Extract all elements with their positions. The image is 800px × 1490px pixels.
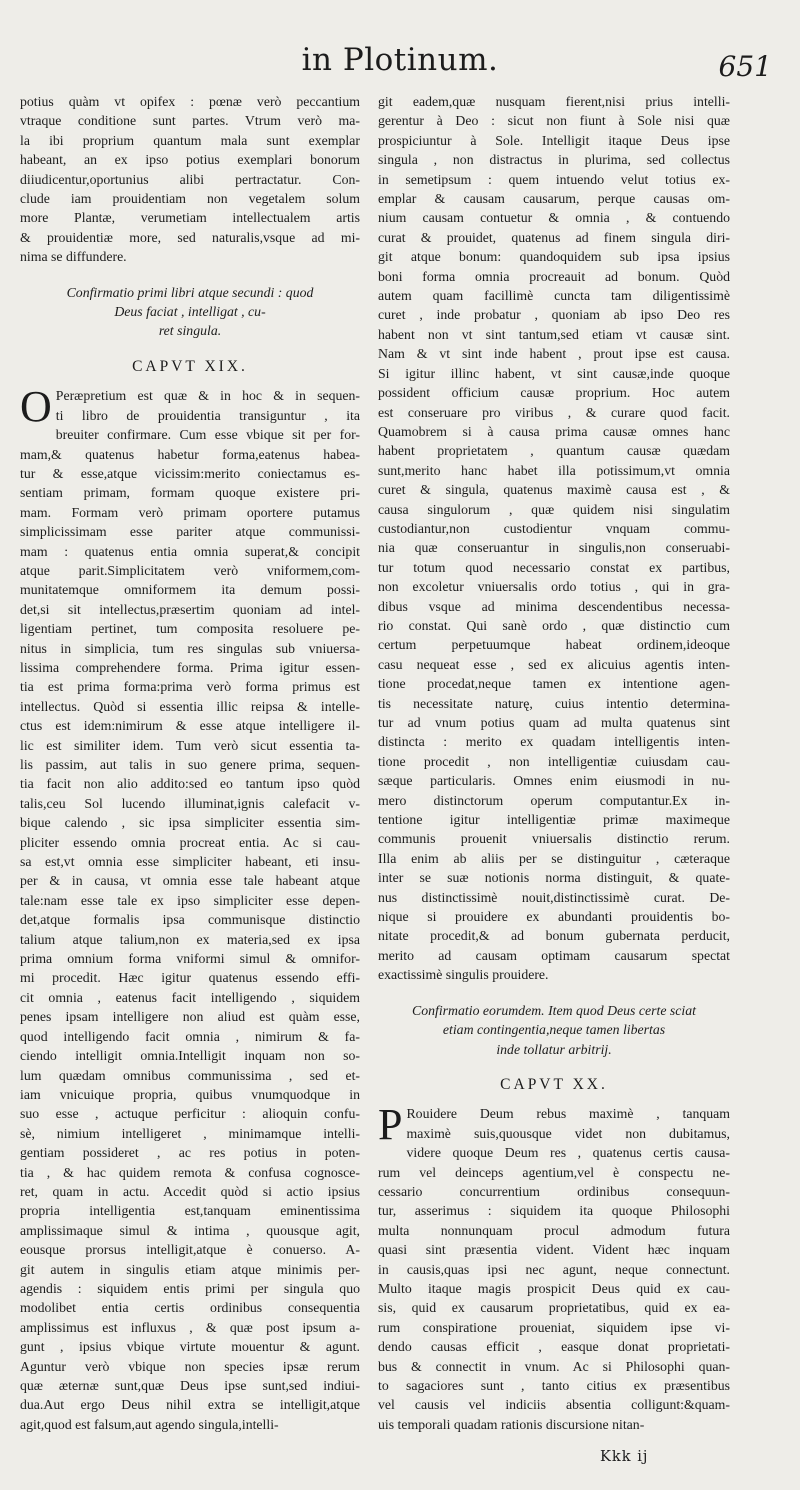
text-line: inter se suæ notionis norma distinguit, & quate-: [378, 870, 730, 886]
text-line: amplissimus est influxus , & quæ post ipsum a-: [20, 1319, 360, 1335]
text-line: Quamobrem si à causa prima causæ omnes hanc: [378, 423, 730, 439]
text-line: Si igitur illinc habent, vt sint causæ,inde quoque: [378, 365, 730, 381]
text-line: dua.Aut ergo Deus nihil extra se intelligit,atque: [20, 1397, 360, 1413]
text-line: tione procedat,neque tamen ex intentione agen-: [378, 676, 730, 692]
text-line: git eadem,quæ nusquam fierent,nisi prius intelli-: [378, 94, 730, 109]
chapter-title: CAPVT XX.: [500, 1075, 608, 1093]
text-line: Peræpretium est quæ & in hoc & in sequen-: [55, 388, 360, 404]
running-title: in Plotinum.: [301, 42, 499, 78]
text-line: agendis : siquidem entis primi per singula quo: [20, 1280, 360, 1296]
text-line: tale:nam esse tale ex ipso simpliciter esse depen-: [20, 892, 360, 908]
text-line: curet & singula, quatenus maximè causa est , &: [378, 482, 730, 498]
text-line: ligentiam pertinet, tum composita resoluere pe-: [20, 621, 360, 637]
text-line: propria intelligentia est,tanquam eminentissima: [20, 1203, 360, 1219]
text-line: nique si prouidere ex abundanti prouidentis bo-: [378, 909, 730, 925]
right-column: [378, 92, 730, 1434]
text-line: tia facit non alio addito:sed eo tantum ipso quòd: [20, 776, 360, 792]
text-line: rum vel deinceps agentium,vel è conspectu ne-: [378, 1164, 730, 1180]
text-line: prospiciuntur à Sole. Intelligit itaque Deus ipse: [378, 132, 730, 148]
text-line: Aguntur verò vbique non species ipsæ rerum: [20, 1358, 360, 1374]
text-line: gentiam possideret , ac res potius in poten-: [20, 1145, 360, 1161]
text-line: quasi sint præsentia vident. Vident hæc inquam: [378, 1242, 730, 1258]
text-line: nus distinctissimè nouit,distinctissimè curat. De-: [378, 889, 730, 905]
text-line: tur, asserimus : siquidem ita quoque Philosophi: [378, 1203, 730, 1219]
text-line: breuiter confirmare. Cum esse vbique sit per for-: [55, 427, 360, 443]
heading-line: etiam contingentia,neque tamen libertas: [442, 1022, 666, 1038]
text-line: sis, quid ex causarum proprietatibus, quid ex ea-: [378, 1300, 730, 1316]
text-line: singula , non distractus in plurima, sed collectus: [378, 152, 730, 168]
text-line: multa nonnunquam procul admodum futura: [378, 1222, 730, 1238]
text-line: det,atque formalis ipsa communisque distinctio: [20, 912, 360, 928]
text-line: distincta : merito ex quadam intelligentis inten-: [378, 734, 730, 750]
left-column: [20, 92, 360, 1434]
text-line: to sagaciores sunt , tanto citius ex præsentibus: [378, 1378, 730, 1393]
text-line: mam. Formam verò primam oportere putamus: [20, 504, 360, 520]
text-line: habent non vt sint tantum,sed etiam vt causæ sint.: [378, 326, 730, 342]
text-line: nima se diffundere.: [20, 249, 127, 265]
text-line: sentiam primam, formam quoque existere pri-: [20, 485, 360, 501]
text-line: vtraque conditione sunt partes. Vtrum verò ma-: [20, 113, 360, 129]
heading-line: Confirmatio eorumdem. Item quod Deus certe sciat: [412, 1002, 696, 1018]
text-line: talis,ceu Sol lucendo illuminat,ignis calefacit v-: [20, 795, 360, 811]
text-line: potius quàm vt opifex : pœnæ verò peccantium: [20, 94, 360, 109]
text-line: clude iam prouidentiam non vegetalem solum: [20, 191, 360, 207]
text-line: det,si sit intellectus,præsertim quoniam ad intel-: [20, 601, 360, 617]
text-line: suo esse , actuque perficitur : alioquin confu-: [20, 1106, 360, 1122]
text-line: curet , inde probatur , quoniam ab ipso Deo res: [378, 307, 730, 323]
text-line: merito ad causam optimam causarum spectat: [378, 947, 730, 963]
text-line: nitus in simplicia, tum res singulas sub vniuersa-: [20, 640, 360, 656]
drop-cap: O: [20, 382, 52, 432]
text-line: possident officium causæ proprium. Hoc autem: [378, 385, 730, 401]
text-line: lissima comprehendere forma. Prima igitur essen-: [20, 659, 360, 675]
text-line: maximè suis,quousque videt non dubitamus,: [406, 1125, 730, 1141]
text-line: tia , & hac quidem remota & confusa cognosce-: [20, 1164, 360, 1180]
text-line: amplissimaque simul & intima , quousque agit,: [20, 1222, 360, 1238]
heading-line: Deus faciat , intelligat , cu-: [114, 304, 266, 320]
text-line: rum conspiratione proueniat, siquidem ipse vi-: [378, 1319, 730, 1335]
text-line: munitatemque omniformem ita demum possi-: [20, 582, 360, 598]
text-line: tis necessitate naturę, cuius intentio determina-: [378, 695, 730, 711]
text-line: per & in causa, vt omnia esse tale habeant atque: [20, 873, 360, 889]
text-line: iam vnicuique propria, quibus vnumquodque in: [20, 1086, 360, 1102]
text-line: penes ipsam intelligere non aliud est quàm esse,: [20, 1009, 360, 1025]
text-line: & prouidentiæ more, sed naturalis,vsque ad mi-: [20, 229, 360, 245]
text-line: cessario concurrentium ordinibus consequun-: [378, 1183, 730, 1199]
page-number: 651: [718, 50, 772, 83]
text-line: gerentur à Deo : sicut non fiunt à Sole nisi quæ: [378, 113, 730, 129]
text-line: tur totum quod necessario constat ex partibus,: [378, 559, 730, 575]
text-line: pliciter essendo omnia procreat entia. Ac si cau-: [20, 834, 360, 850]
text-line: casu nequeat esse , sed ex alicuius agentis inten-: [378, 656, 730, 672]
text-line: cit omnia , eatenus facit intelligendo , siquidem: [20, 989, 360, 1005]
text-line: nium causam contuetur & omnia , & contuendo: [378, 210, 730, 226]
text-line: Illa enim ab aliis per se distinguitur , cæteraque: [378, 850, 730, 866]
text-line: intellectus. Quòd si essentia illic reipsa & intelle-: [20, 698, 360, 714]
text-line: sæque particularis. Omnes enim eiusmodi in nu-: [378, 773, 730, 789]
heading-line: inde tollatur arbitrij.: [496, 1041, 612, 1057]
text-line: modolibet entia certis ordinibus consequentia: [20, 1300, 360, 1316]
text-line: prima omnium forma vniformi simul & omnifor-: [20, 951, 360, 967]
text-line: in causis,quas ipsi nec agunt, neque connectunt.: [378, 1261, 730, 1277]
heading-line: Confirmatio primi libri atque secundi : quod: [66, 284, 314, 300]
text-line: ctus est idem:nimirum & esse atque intelligere il-: [20, 718, 360, 734]
text-line: vel causis vel indiciis absentia colligunt:&quam-: [378, 1397, 730, 1413]
text-line: simplicissimam esse pariter atque communissi-: [20, 524, 360, 540]
text-line: causa singulorum , quæ quidem nisi singulatim: [378, 501, 730, 517]
text-line: quæ æternæ sunt,quæ Deus ipse sunt,sed indiui-: [20, 1378, 360, 1393]
text-line: talium atque talium,non ex materia,sed ex ipsa: [20, 931, 360, 947]
text-line: gunt , ipsius vbique virtute mouentur & agunt.: [20, 1339, 360, 1355]
text-line: curat & prouidet, quatenus ad finem singula diri-: [378, 229, 730, 245]
text-line: tur ad vnum potius quam ad multa quatenus sint: [378, 715, 730, 730]
text-line: sunt,merito hanc habet illa potissimum,vt omnia: [378, 462, 730, 478]
text-line: nia quæ conseruantur in singulis,non conseruabi-: [378, 540, 730, 556]
section-heading: [378, 1001, 730, 1059]
text-line: autem quam facillimè cuncta tam diligentissimè: [378, 288, 730, 304]
text-line: sa est,vt omnia esse simpliciter habeant, eti insu-: [20, 854, 360, 870]
text-line: mam,& quatenus habetur forma,eatenus habea-: [20, 446, 360, 462]
text-line: git autem in singulis etiam atque minimis per-: [20, 1261, 360, 1277]
drop-cap: P: [378, 1100, 403, 1150]
text-line: dendo causas efficit , easque donat proprietati-: [378, 1339, 730, 1355]
text-line: quod intelligendo facit omnia , nimirum & fa-: [20, 1028, 360, 1044]
text-line: lis passim, aut talis in suo genere prima, sequen-: [20, 757, 360, 772]
text-line: communis prouenit vniuersalis distinctio rerum.: [378, 831, 730, 847]
text-line: rio constat. Qui sanè ordo , quæ distinctio cum: [378, 617, 730, 633]
text-line: certum perpetuumque habeat ordinem,ideoque: [378, 637, 730, 653]
heading-line: ret singula.: [158, 323, 222, 339]
text-line: mero distinctorum operum computantur.Ex in-: [378, 792, 730, 808]
text-line: nitate procedit,& ad bonum gubernata perducit,: [378, 928, 730, 944]
text-line: tur & esse,atque vicissim:merito coniectamus es-: [20, 465, 360, 481]
text-line: eousque prorsus intelligit,atque è conuerso. A-: [20, 1242, 360, 1258]
text-line: more Plantæ, verumetiam intellectualem artis: [20, 210, 360, 226]
section-heading: [20, 283, 360, 341]
continued-paragraph: [378, 92, 730, 985]
chapter-body: [20, 382, 360, 1434]
text-line: tia est prima forma:prima verò forma primus est: [20, 679, 360, 695]
text-line: boni forma omnia procreauit ad bonum. Quòd: [378, 268, 730, 284]
text-line: Nam & vt sint inde habent , prout ipse est causa.: [378, 346, 730, 362]
text-line: habeant, an ex ipso potius exemplari bonorum: [20, 152, 360, 168]
text-line: agit,quod est falsum,aut agendo singula,intelli-: [20, 1416, 279, 1432]
text-line: lum quædam omnibus communissima , sed et-: [20, 1067, 360, 1083]
text-line: custodiantur,non custodientur vnquam commu-: [378, 520, 730, 536]
text-line: Rouidere Deum rebus maximè , tanquam: [406, 1106, 730, 1122]
text-line: tione procedit , non intelligentiæ cuiusdam cau-: [378, 753, 730, 769]
text-line: ciendo intelligit omnia.Intelligit inquam non so-: [20, 1048, 360, 1064]
text-line: est conseruare pro viribus , & curare quod facit.: [378, 404, 730, 420]
chapter-title: CAPVT XIX.: [132, 357, 248, 375]
text-line: atque parit.Simplicitatem verò vniformem,com-: [20, 562, 360, 578]
signature-mark: Kkk ij: [600, 1448, 649, 1465]
text-line: bus & connectit in vnum. Ac si Philosophi quan-: [378, 1358, 730, 1374]
chapter-body: [378, 1100, 730, 1434]
text-line: lic est similiter idem. Tum verò sicut essentia ta-: [20, 737, 360, 753]
intro-paragraph: [20, 92, 360, 267]
text-line: emplar & causam causarum, perque causas om-: [378, 191, 730, 207]
text-line: non excoletur vniuersalis ordo totius , qui in gra-: [378, 579, 730, 595]
text-line: in semetipsum : quem intuendo velut totius ex-: [378, 171, 730, 187]
text-line: tentione igitur intelligentiæ primæ maximeque: [378, 812, 730, 828]
text-line: mam : quatenus entia omnia superat,& concipit: [20, 543, 360, 559]
text-line: habent proprietatem , quantum causæ quædam: [378, 443, 730, 459]
text-line: git atque bonum: quandoquidem sub ipsa ipsius: [378, 249, 730, 265]
text-line: diiudicentur,oportunius alibi pertractatur. Con-: [20, 171, 360, 187]
text-line: sè, nimium intelligeret , minimamque intelli-: [20, 1125, 360, 1141]
text-line: ret, quam in actu. Accedit quòd si actio ipsius: [20, 1183, 360, 1199]
text-line: dibus vsque ad minima descendentibus necessa-: [378, 598, 730, 614]
text-line: Multo itaque magis prospicit Deus quid ex cau-: [378, 1280, 730, 1296]
text-line: la ibi proprium quantum mala sunt exemplar: [20, 132, 360, 148]
text-line: exactissimè singulis prouidere.: [378, 967, 549, 983]
text-line: videre quoque Deum res , quatenus certis causa-: [406, 1145, 730, 1161]
text-line: ti libro de prouidentia transiguntur , ita: [55, 407, 360, 423]
text-line: mi procedit. Hæc igitur quatenus essendo effi-: [20, 970, 360, 986]
text-line: bique calendo , sic ipsa simpliciter essentia sim-: [20, 815, 360, 831]
text-line: uis temporali quadam rationis discursione nitan-: [378, 1416, 645, 1432]
